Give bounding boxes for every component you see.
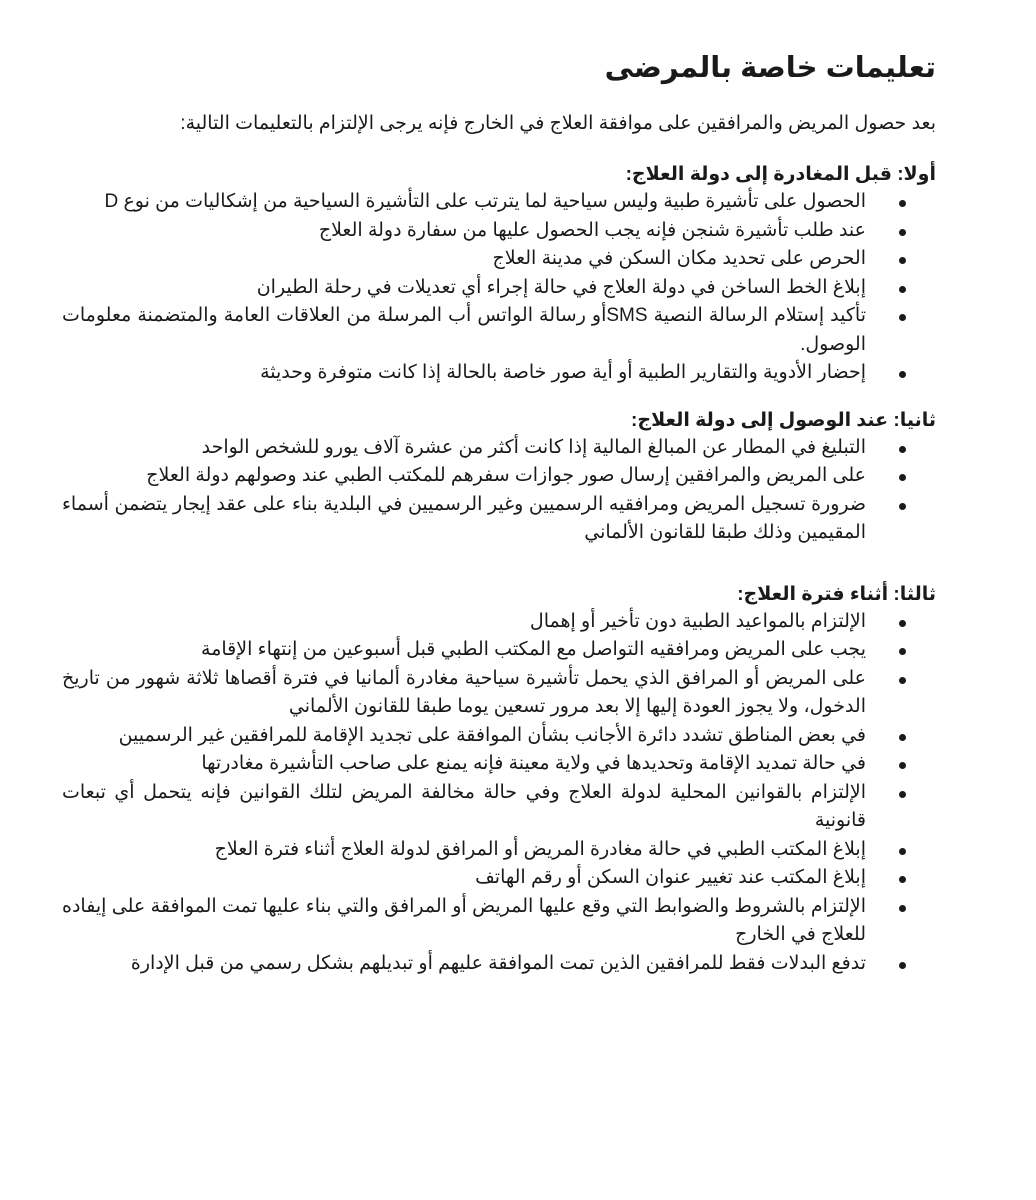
bullet-icon xyxy=(899,446,906,453)
list-item xyxy=(62,274,936,303)
bullet-icon xyxy=(899,257,906,264)
list-item xyxy=(62,864,936,893)
list-item xyxy=(62,893,936,950)
list-item-text: عند طلب تأشيرة شنجن فإنه يجب الحصول عليها من سفارة دولة العلاج xyxy=(318,219,866,241)
bullet-icon xyxy=(899,503,906,510)
bullet-icon xyxy=(899,229,906,236)
section-heading: أولا: قبل المغادرة إلى دولة العلاج: xyxy=(625,164,936,185)
list-item-text: في حالة تمديد الإقامة وتحديدها في ولاية معينة فإنه يمنع على صاحب التأشيرة مغادرتها xyxy=(201,753,866,774)
list-item xyxy=(62,722,936,751)
list-item-text: على المريض والمرافقين إرسال صور جوازات سفرهم للمكتب الطبي عند وصولهم دولة العلاج xyxy=(146,465,866,486)
list-item xyxy=(62,608,936,637)
bullet-icon xyxy=(899,876,906,883)
section-on-arrival xyxy=(62,408,936,548)
list-item-text: إبلاغ المكتب الطبي في حالة مغادرة المريض أو المرافق لدولة العلاج أثناء فترة العلاج xyxy=(214,838,866,860)
bullet-icon xyxy=(899,620,906,627)
list-item-text: على المريض أو المرافق الذي يحمل تأشيرة سياحية مغادرة ألمانيا في فترة أقصاها ثلاثة شهور من تاريخ الدخول، ولا يجوز العودة إليها إلا بعد مرور تسعين يوما طبقا للقانون الألماني xyxy=(62,667,866,717)
list-item xyxy=(62,462,936,491)
intro-paragraph: بعد حصول المريض والمرافقين على موافقة العلاج في الخارج فإنه يرجى الإلتزام بالتعليمات التالية: xyxy=(180,113,936,134)
bullet-icon xyxy=(899,734,906,741)
list-item-text: إبلاغ الخط الساخن في دولة العلاج في حالة إجراء أي تعديلات في رحلة الطيران xyxy=(256,276,866,298)
bullet-icon xyxy=(899,474,906,481)
bullet-icon xyxy=(899,200,906,207)
list-item-text: الإلتزام بالمواعيد الطبية دون تأخير أو إهمال xyxy=(529,610,866,632)
list-item xyxy=(62,836,936,865)
section-during-treatment xyxy=(62,582,936,979)
list-item-text: ضرورة تسجيل المريض ومرافقيه الرسميين وغير الرسميين في البلدية بناء على عقد إيجار يتضمن أسماء المقيمين وذلك طبقا للقانون الألماني xyxy=(62,493,866,543)
list-item xyxy=(62,636,936,665)
bullet-icon xyxy=(899,962,906,969)
bullet-icon xyxy=(899,286,906,293)
list-item xyxy=(62,217,936,246)
bullet-icon xyxy=(899,762,906,769)
list-item xyxy=(62,434,936,463)
list-item xyxy=(62,188,936,217)
list-item-text: الإلتزام بالشروط والضوابط التي وقع عليها المريض أو المرافق والتي بناء عليها تمت الموافقة على إيفاده للعلاج في الخارج xyxy=(62,895,866,945)
page-title: تعليمات خاصة بالمرضى xyxy=(604,52,936,84)
list-item xyxy=(62,359,936,388)
list-item xyxy=(62,950,936,979)
list-item xyxy=(62,491,936,548)
list-item xyxy=(62,302,936,359)
list-item-text: الحرص على تحديد مكان السكن في مدينة العلاج xyxy=(492,248,866,269)
list-item-text: إبلاغ المكتب عند تغيير عنوان السكن أو رقم الهاتف xyxy=(475,867,866,888)
list-item xyxy=(62,245,936,274)
list-item-text: الحصول على تأشيرة طبية وليس سياحية لما يترتب على التأشيرة السياحية من إشكاليات من نوع D xyxy=(104,191,866,212)
list-item xyxy=(62,665,936,722)
section-heading: ثالثا: أثناء فترة العلاج: xyxy=(737,583,936,605)
bullet-icon xyxy=(899,848,906,855)
bullet-icon xyxy=(899,677,906,684)
list-item-text: الإلتزام بالقوانين المحلية لدولة العلاج وفي حالة مخالفة المريض لتلك القوانين فإنه يتحمل أي تبعات قانونية xyxy=(62,781,866,831)
list-item xyxy=(62,779,936,836)
list-item-text: إحضار الأدوية والتقارير الطبية أو أية صور خاصة بالحالة إذا كانت متوفرة وحديثة xyxy=(260,362,866,383)
bullet-list xyxy=(62,608,936,979)
bullet-icon xyxy=(899,648,906,655)
bullet-list xyxy=(62,434,936,548)
list-item xyxy=(62,750,936,779)
list-item-text: في بعض المناطق تشدد دائرة الأجانب بشأن الموافقة على تجديد الإقامة للمرافقين غير الرسميين xyxy=(118,724,866,746)
bullet-icon xyxy=(899,791,906,798)
section-heading: ثانيا: عند الوصول إلى دولة العلاج: xyxy=(631,409,936,431)
bullet-icon xyxy=(899,905,906,912)
bullet-list xyxy=(62,188,936,388)
list-item-text: تأكيد إستلام الرسالة النصية SMSأو رسالة الواتس أب المرسلة من العلاقات العامة والمتضمنة معلومات الوصول. xyxy=(62,305,866,355)
list-item-text: التبليغ في المطار عن المبالغ المالية إذا كانت أكثر من عشرة آلاف يورو للشخص الواحد xyxy=(201,436,866,458)
list-item-text: يجب على المريض ومرافقيه التواصل مع المكتب الطبي قبل أسبوعين من إنتهاء الإقامة xyxy=(201,639,866,660)
list-item-text: تدفع البدلات فقط للمرافقين الذين تمت الموافقة عليهم أو تبديلهم بشكل رسمي من قبل الإدارة xyxy=(130,952,866,974)
bullet-icon xyxy=(899,371,906,378)
section-before-departure xyxy=(62,162,936,388)
bullet-icon xyxy=(899,314,906,321)
